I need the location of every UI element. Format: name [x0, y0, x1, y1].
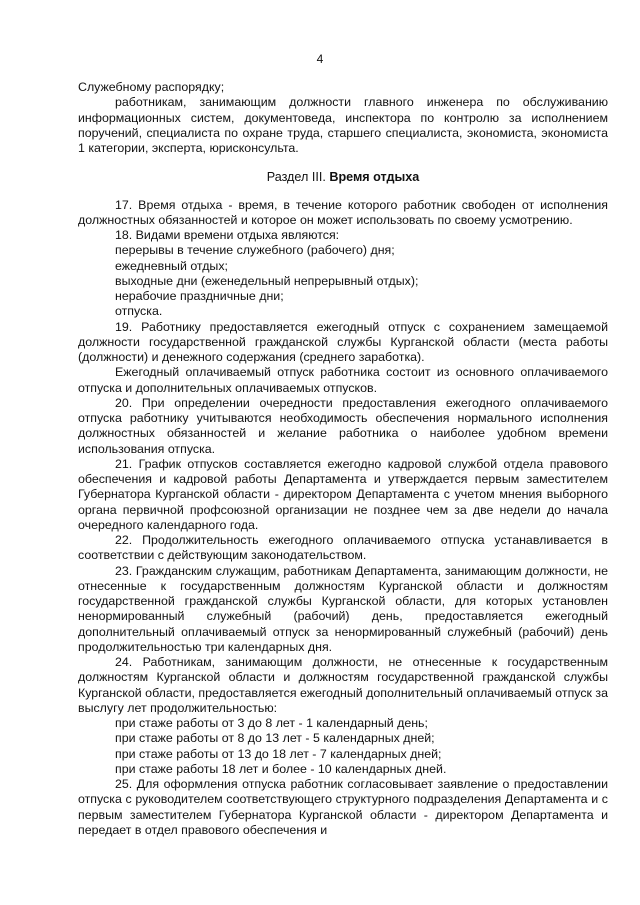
paragraph: 23. Гражданским служащим, работникам Департамента, занимающим должности, не отнесенные к государственным должностям Курганской области и должностям государственной гражданской службы Курганской области, для которых установлен ненормированный служебный (рабочий) день, предоставляется ежегодный дополнительный оплачиваемый отпуск за ненормированный служебный (рабочий) день продолжительностью три календарных дня. [78, 563, 608, 654]
section-heading-prefix: Раздел III. [266, 170, 326, 185]
paragraph: 19. Работнику предоставляется ежегодный отпуск с сохранением замещаемой должности государственной гражданской службы Курганской области (места работы (должности) и денежного содержания (среднего заработка). [78, 319, 608, 364]
list-item: при стаже работы от 3 до 8 лет - 1 календарный день; [115, 716, 428, 730]
page-number: 4 [316, 52, 324, 66]
paragraph: работникам, занимающим должности главного инженера по обслуживанию информационных систем, документоведа, инспектора по контролю за исполнением поручений, специалиста по охране труда, старшего специалиста, экономиста, экономиста 1 категории, эксперта, юрисконсульта. [78, 95, 608, 155]
paragraph: 24. Работникам, занимающим должности, не отнесенные к государственным должностям Курганской области и должностям государственной гражданской службы Курганской области, предоставляется ежегодный дополнительный оплачиваемый отпуск за выслугу лет продолжительностью: [78, 655, 608, 715]
list-item: выходные дни (еженедельный непрерывный отдых); [115, 273, 419, 288]
list-item: при стаже работы 18 лет и более - 10 календарных дней. [115, 761, 447, 776]
section-heading-title: Время отдыха [329, 170, 420, 185]
list-item: при стаже работы от 13 до 18 лет - 7 календарных дней; [115, 746, 442, 761]
list-item: перерывы в течение служебного (рабочего) дня; [115, 243, 395, 258]
paragraph: 17. Время отдыха - время, в течение которого работник свободен от исполнения должностных обязанностей и которое он может использовать по своему усмотрению. [78, 197, 608, 227]
document-body [78, 80, 608, 838]
paragraph: Служебному распорядку; [78, 80, 225, 94]
list-item: отпуска. [115, 304, 163, 319]
list-item: нерабочие праздничные дни; [115, 289, 284, 303]
paragraph: Ежегодный оплачиваемый отпуск работника состоит из основного оплачиваемого отпуска и дополнительных оплачиваемых отпусков. [78, 365, 608, 395]
paragraph: 25. Для оформления отпуска работник согласовывает заявление о предоставлении отпуска с руководителем соответствующего структурного подразделения Департамента и с первым заместителем Губернатора Курганской области - директором Департамента и передает в отдел правового обеспечения и [78, 777, 608, 837]
paragraphs-after-section [78, 198, 608, 839]
paragraph: 22. Продолжительность ежегодного оплачиваемого отпуска устанавливается в соответствии с действующим законодательством. [78, 533, 608, 563]
list-item: ежедневный отдых; [115, 258, 228, 273]
paragraph: 20. При определении очередности предоставления ежегодного оплачиваемого отпуска работнику учитываются необходимость обеспечения нормального исполнения должностных обязанностей и желание работника о наиболее удобном времени использования отпуска. [78, 395, 608, 456]
section-heading [78, 170, 608, 185]
list-item: при стаже работы от 8 до 13 лет - 5 календарных дней; [115, 731, 435, 746]
paragraphs-before-section [78, 80, 608, 156]
paragraph: 21. График отпусков составляется ежегодно кадровой службой отдела правового обеспечения и кадровой работы Департамента и утверждается первым заместителем Губернатора Курганской области - директором Департамента с учетом мнения выборного органа первичной профсоюзной организации не позднее чем за две недели до начала очередного календарного года. [78, 456, 608, 532]
paragraph: 18. Видами времени отдыха являются: [115, 228, 340, 242]
